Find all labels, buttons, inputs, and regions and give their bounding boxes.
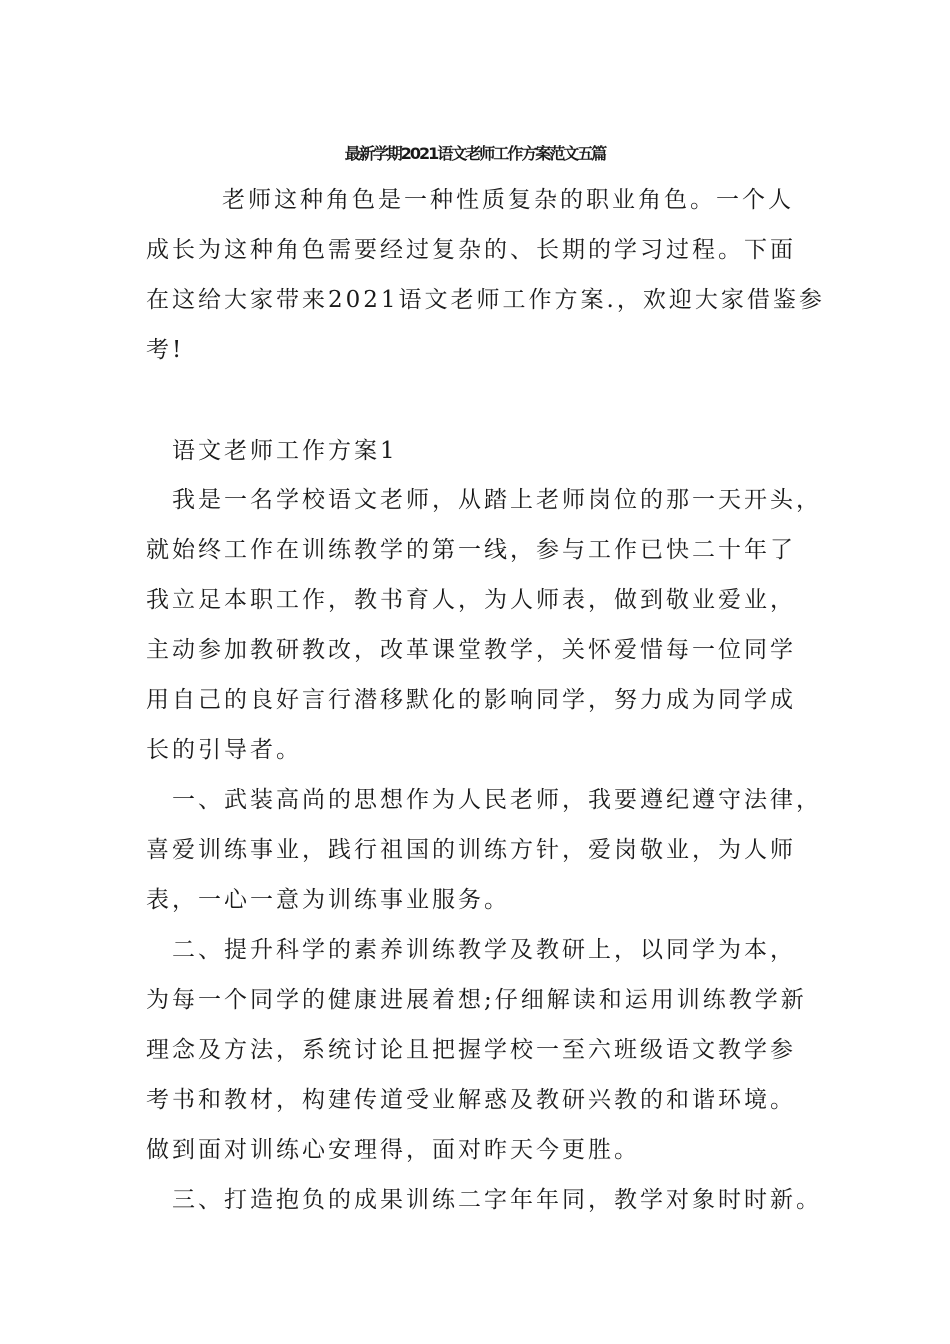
body-line-4: 主动参加教研教改，改革课堂教学，关怀爱惜每一位同学 — [146, 637, 796, 663]
body-line-2: 就始终工作在训练教学的第一线，参与工作已快二十年了 — [146, 537, 796, 563]
point-1-line-3: 表，一心一意为训练事业服务。 — [146, 887, 510, 913]
body-line-6: 长的引导者。 — [146, 737, 302, 763]
section-heading: 语文老师工作方案1 — [172, 438, 398, 464]
point-1-line-1: 一、武装高尚的思想作为人民老师，我要遵纪遵守法律， — [172, 787, 822, 813]
intro-line-1: 老师这种角色是一种性质复杂的职业角色。一个人 — [222, 187, 794, 213]
point-2-line-2: 为每一个同学的健康进展着想;仔细解读和运用训练教学新 — [146, 987, 807, 1013]
body-line-1: 我是一名学校语文老师，从踏上老师岗位的那一天开头， — [172, 487, 822, 513]
intro-line-2: 成长为这种角色需要经过复杂的、长期的学习过程。下面 — [146, 237, 796, 263]
point-1-line-2: 喜爱训练事业，践行祖国的训练方针，爱岗敬业，为人师 — [146, 837, 796, 863]
point-2-line-1: 二、提升科学的素养训练教学及教研上，以同学为本， — [172, 937, 796, 963]
body-line-5: 用自己的良好言行潜移默化的影响同学，努力成为同学成 — [146, 687, 796, 713]
intro-line-3: 在这给大家带来2021语文老师工作方案.，欢迎大家借鉴参 — [146, 287, 825, 313]
intro-line-4: 考! — [146, 337, 185, 363]
body-line-3: 我立足本职工作，教书育人，为人师表，做到敬业爱业， — [146, 587, 796, 613]
point-2-line-5: 做到面对训练心安理得，面对昨天今更胜。 — [146, 1137, 640, 1163]
point-3-line-1: 三、打造抱负的成果训练二字年年同，教学对象时时新。 — [172, 1187, 822, 1213]
point-2-line-3: 理念及方法，系统讨论且把握学校一至六班级语文教学参 — [146, 1037, 796, 1063]
point-2-line-4: 考书和教材，构建传道受业解惑及教研兴教的和谐环境。 — [146, 1087, 796, 1113]
document-title: 最新学期2021语文老师工作方案范文五篇 — [344, 144, 606, 163]
